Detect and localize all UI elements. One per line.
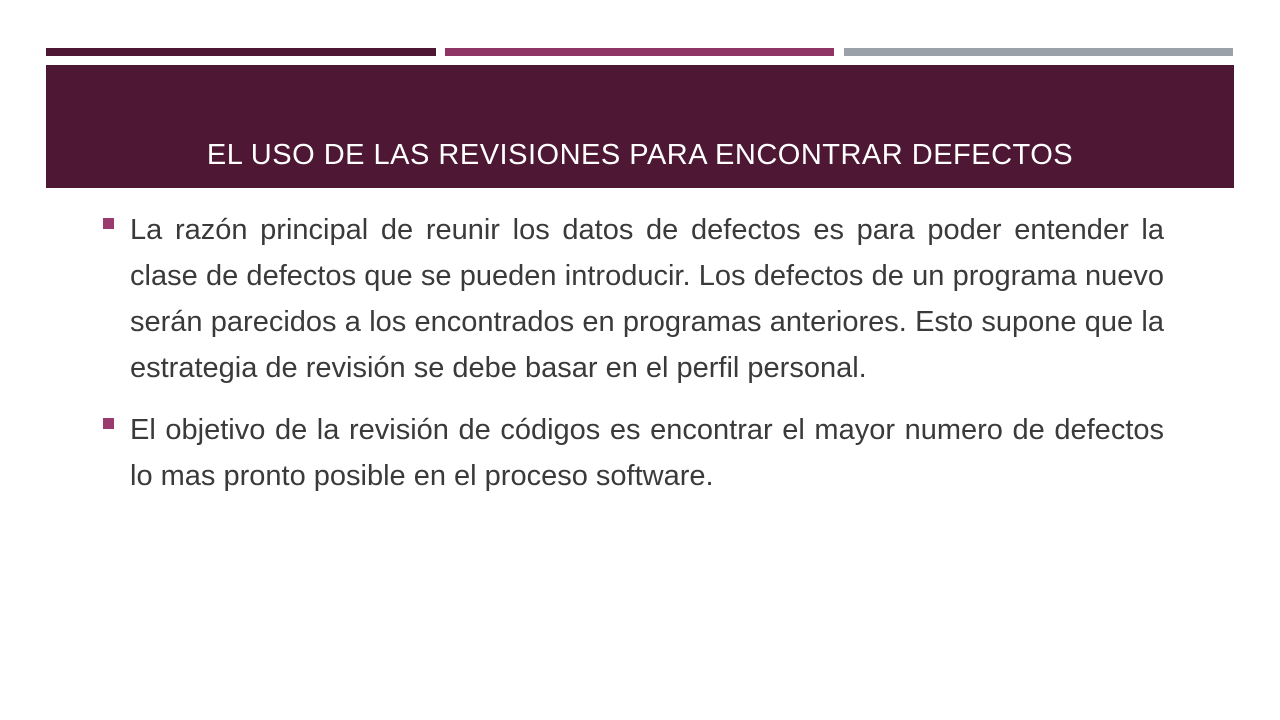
slide-content: [100, 207, 1164, 515]
square-bullet-icon: [103, 418, 114, 429]
bullet-item: [100, 407, 1164, 499]
title-band: [46, 65, 1234, 188]
bullet-item: [100, 207, 1164, 391]
bullet-text: La razón principal de reunir los datos de defectos es para poder entender la clase de defectos que se pueden introducir. Los defectos de un programa nuevo serán parecidos a los encontrados en programas anteriores. Esto supone que la estrategia de revisión se debe basar en el perfil personal.: [130, 214, 1164, 384]
accent-bar-magenta: [445, 48, 834, 56]
square-bullet-icon: [103, 218, 114, 229]
slide-title: EL USO DE LAS REVISIONES PARA ENCONTRAR DEFECTOS: [206, 139, 1074, 171]
bullet-text: El objetivo de la revisión de códigos es encontrar el mayor numero de defectos lo mas pronto posible en el proceso software.: [130, 414, 1164, 492]
accent-bar-gray: [844, 48, 1233, 56]
accent-bar-dark: [46, 48, 436, 56]
